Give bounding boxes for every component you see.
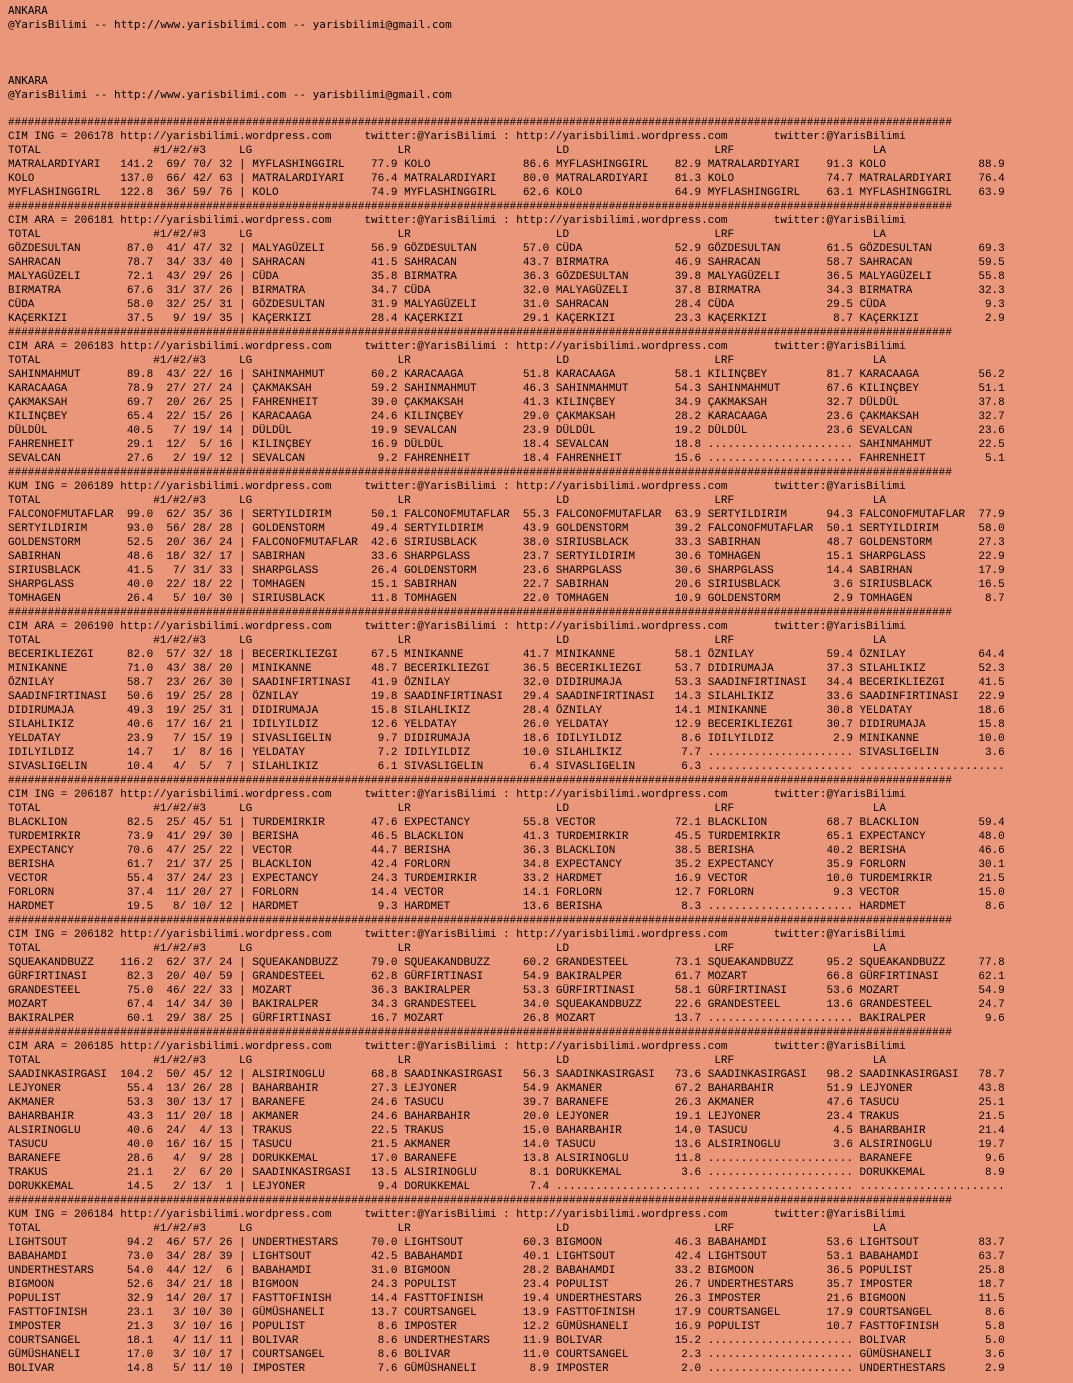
spacer [8, 32, 1065, 74]
table-row: IMPOSTER 21.3 3/ 10/ 16 | POPULIST 8.6 IMPOSTER 12.2 GÜMÜSHANELI 16.9 POPULIST 10.7 FASTTOFINISH 5.8 [8, 1321, 1005, 1333]
table-row: COURTSANGEL 18.1 4/ 11/ 11 | BOLIVAR 8.6 UNDERTHESTARS 11.9 BOLIVAR 15.2 ...................... BOLIVAR 5.0 [8, 1335, 1005, 1347]
race-header: KUM ING = 206184 http://yarisbilimi.wordpress.com twitter:@YarisBilimi : http://yarisbilimi.wordpress.com twitter:@YarisBilimi [8, 1209, 906, 1221]
table-row: DIDIRUMAJA 49.3 19/ 25/ 31 | DIDIRUMAJA 15.8 SILAHLIKIZ 28.4 ÖZNILAY 14.1 MINIKANNE 30.8 YELDATAY 18.6 [8, 705, 1005, 717]
column-header-row: TOTAL #1/#2/#3 LG LR LD LRF LA [8, 145, 886, 157]
separator-line: ############################################################################################################################################### [8, 201, 952, 213]
table-row: KARACAAGA 78.9 27/ 27/ 24 | ÇAKMAKSAH 59.2 SAHINMAHMUT 46.3 SAHINMAHMUT 54.3 SAHINMAHMUT 67.6 KILINÇBEY 51.1 [8, 383, 1005, 395]
race-header: CIM ING = 206182 http://yarisbilimi.wordpress.com twitter:@YarisBilimi : http://yarisbilimi.wordpress.com twitter:@YarisBilimi [8, 929, 906, 941]
separator-line: ############################################################################################################################################### [8, 1027, 952, 1039]
race-header: CIM ARA = 206183 http://yarisbilimi.wordpress.com twitter:@YarisBilimi : http://yarisbilimi.wordpress.com twitter:@YarisBilimi [8, 341, 906, 353]
table-row: DÜLDÜL 40.5 7/ 19/ 14 | DÜLDÜL 19.9 SEVALCAN 23.9 DÜLDÜL 19.2 DÜLDÜL 23.6 SEVALCAN 23.6 [8, 425, 1005, 437]
table-row: BABAHAMDI 73.0 34/ 28/ 39 | LIGHTSOUT 42.5 BABAHAMDI 40.1 LIGHTSOUT 42.4 LIGHTSOUT 53.1 BABAHAMDI 63.7 [8, 1251, 1005, 1263]
race-header: KUM ING = 206189 http://yarisbilimi.wordpress.com twitter:@YarisBilimi : http://yarisbilimi.wordpress.com twitter:@YarisBilimi [8, 481, 906, 493]
race-header: CIM ARA = 206181 http://yarisbilimi.wordpress.com twitter:@YarisBilimi : http://yarisbilimi.wordpress.com twitter:@YarisBilimi [8, 215, 906, 227]
table-row: BIRMATRA 67.6 31/ 37/ 26 | BIRMATRA 34.7 CÜDA 32.0 MALYAGÜZELI 37.8 BIRMATRA 34.3 BIRMATRA 32.3 [8, 285, 1005, 297]
table-row: BARANEFE 28.6 4/ 9/ 28 | DORUKKEMAL 17.0 BARANEFE 13.8 ALSIRINOGLU 11.8 ...................... BARANEFE 9.6 [8, 1153, 1005, 1165]
table-row: SILAHLIKIZ 40.6 17/ 16/ 21 | IDILYILDIZ 12.6 YELDATAY 26.0 YELDATAY 12.9 BECERIKLIEZGI 30.7 DIDIRUMAJA 15.8 [8, 719, 1005, 731]
table-row: SERTYILDIRIM 93.0 56/ 28/ 28 | GOLDENSTORM 49.4 SERTYILDIRIM 43.9 GOLDENSTORM 39.2 FALCONOFMUTAFLAR 50.1 SERTYILDIRIM 58.0 [8, 523, 1005, 535]
column-header-row: TOTAL #1/#2/#3 LG LR LD LRF LA [8, 1223, 886, 1235]
column-header-row: TOTAL #1/#2/#3 LG LR LD LRF LA [8, 229, 886, 241]
table-row: GÜRFIRTINASI 82.3 20/ 40/ 59 | GRANDESTEEL 62.8 GÜRFIRTINASI 54.9 BAKIRALPER 61.7 MOZART 66.8 GÜRFIRTINASI 62.1 [8, 971, 1005, 983]
table-row: TRAKUS 21.1 2/ 6/ 20 | SAADINKASIRGASI 13.5 ALSIRINOGLU 8.1 DORUKKEMAL 3.6 ...................... DORUKKEMAL 8.9 [8, 1167, 1005, 1179]
separator-line: ############################################################################################################################################### [8, 775, 952, 787]
table-row: ALSIRINOGLU 40.6 24/ 4/ 13 | TRAKUS 22.5 TRAKUS 15.0 BAHARBAHIR 14.0 TASUCU 4.5 BAHARBAHIR 21.4 [8, 1125, 1005, 1137]
table-row: BOLIVAR 14.8 5/ 11/ 10 | IMPOSTER 7.6 GÜMÜSHANELI 8.9 IMPOSTER 2.0 ...................... UNDERTHESTARS 2.9 [8, 1363, 1005, 1375]
table-row: IDILYILDIZ 14.7 1/ 8/ 16 | YELDATAY 7.2 IDILYILDIZ 10.0 SILAHLIKIZ 7.7 ...................... SIVASLIGELIN 3.6 [8, 747, 1005, 759]
page-title: ANKARA [8, 4, 48, 17]
table-row: SEVALCAN 27.6 2/ 19/ 12 | SEVALCAN 9.2 FAHRENHEIT 18.4 FAHRENHEIT 15.6 ...................... FAHRENHEIT 5.1 [8, 453, 1005, 465]
table-row: KILINÇBEY 65.4 22/ 15/ 26 | KARACAAGA 24.6 KILINÇBEY 29.0 ÇAKMAKSAH 28.2 KARACAAGA 23.6 ÇAKMAKSAH 32.7 [8, 411, 1005, 423]
table-row: FASTTOFINISH 23.1 3/ 10/ 30 | GÜMÜSHANELI 13.7 COURTSANGEL 13.9 FASTTOFINISH 17.9 COURTSANGEL 17.9 COURTSANGEL 8.6 [8, 1307, 1005, 1319]
table-row: TOMHAGEN 26.4 5/ 10/ 30 | SIRIUSBLACK 11.8 TOMHAGEN 22.0 TOMHAGEN 10.9 GOLDENSTORM 2.9 TOMHAGEN 8.7 [8, 593, 1005, 605]
table-row: BECERIKLIEZGI 82.0 57/ 32/ 18 | BECERIKLIEZGI 67.5 MINIKANNE 41.7 MINIKANNE 58.1 ÖZNILAY 59.4 ÖZNILAY 64.4 [8, 649, 1005, 661]
table-row: MINIKANNE 71.0 43/ 38/ 20 | MINIKANNE 48.7 BECERIKLIEZGI 36.5 BECERIKLIEZGI 53.7 DIDIRUMAJA 37.3 SILAHLIKIZ 52.3 [8, 663, 1005, 675]
table-row: KOLO 137.0 66/ 42/ 63 | MATRALARDIYARI 76.4 MATRALARDIYARI 80.0 MATRALARDIYARI 81.3 KOLO 74.7 MATRALARDIYARI 76.4 [8, 173, 1005, 185]
page-title-repeat: ANKARA [8, 74, 48, 87]
table-row: MOZART 67.4 14/ 34/ 30 | BAKIRALPER 34.3 GRANDESTEEL 34.0 SQUEAKANDBUZZ 22.6 GRANDESTEEL 13.6 GRANDESTEEL 24.7 [8, 999, 1005, 1011]
table-row: BAKIRALPER 60.1 29/ 38/ 25 | GÜRFIRTINASI 16.7 MOZART 26.8 MOZART 13.7 ...................... BAKIRALPER 9.6 [8, 1013, 1005, 1025]
table-row: KAÇERKIZI 37.5 9/ 19/ 35 | KAÇERKIZI 28.4 KAÇERKIZI 29.1 KAÇERKIZI 23.3 KAÇERKIZI 8.7 KAÇERKIZI 2.9 [8, 313, 1005, 325]
table-row: VECTOR 55.4 37/ 24/ 23 | EXPECTANCY 24.3 TURDEMIRKIR 33.2 HARDMET 16.9 VECTOR 10.0 TURDEMIRKIR 21.5 [8, 873, 1005, 885]
table-row: YELDATAY 23.9 7/ 15/ 19 | SIVASLIGELIN 9.7 DIDIRUMAJA 18.6 IDILYILDIZ 8.6 IDILYILDIZ 2.9 MINIKANNE 10.0 [8, 733, 1005, 745]
results-table [8, 130, 1065, 1376]
separator-line: ############################################################################################################################################### [8, 467, 952, 479]
table-row: MATRALARDIYARI 141.2 69/ 70/ 32 | MYFLASHINGGIRL 77.9 KOLO 86.6 MYFLASHINGGIRL 82.9 MATRALARDIYARI 91.3 KOLO 88.9 [8, 159, 1005, 171]
column-header-row: TOTAL #1/#2/#3 LG LR LD LRF LA [8, 495, 886, 507]
table-row: MALYAGÜZELI 72.1 43/ 29/ 26 | CÜDA 35.8 BIRMATRA 36.3 GÖZDESULTAN 39.8 MALYAGÜZELI 36.5 MALYAGÜZELI 55.8 [8, 271, 1005, 283]
table-row: TURDEMIRKIR 73.9 41/ 29/ 30 | BERISHA 46.5 BLACKLION 41.3 TURDEMIRKIR 45.5 TURDEMIRKIR 65.1 EXPECTANCY 48.0 [8, 831, 1005, 843]
column-header-row: TOTAL #1/#2/#3 LG LR LD LRF LA [8, 1055, 886, 1067]
table-row: SAHINMAHMUT 89.8 43/ 22/ 16 | SAHINMAHMUT 60.2 KARACAAGA 51.8 KARACAAGA 58.1 KILINÇBEY 81.7 KARACAAGA 56.2 [8, 369, 1005, 381]
race-header: CIM ING = 206178 http://yarisbilimi.wordpress.com twitter:@YarisBilimi : http://yarisbilimi.wordpress.com twitter:@YarisBilimi [8, 131, 906, 143]
column-header-row: TOTAL #1/#2/#3 LG LR LD LRF LA [8, 635, 886, 647]
table-row: FAHRENHEIT 29.1 12/ 5/ 16 | KILINÇBEY 16.9 DÜLDÜL 18.4 SEVALCAN 18.8 ...................... SAHINMAHMUT 22.5 [8, 439, 1005, 451]
table-row: SHARPGLASS 40.0 22/ 18/ 22 | TOMHAGEN 15.1 SABIRHAN 22.7 SABIRHAN 20.6 SIRIUSBLACK 3.6 SIRIUSBLACK 16.5 [8, 579, 1005, 591]
table-row: EXPECTANCY 70.6 47/ 25/ 22 | VECTOR 44.7 BERISHA 36.3 BLACKLION 38.5 BERISHA 40.2 BERISHA 46.6 [8, 845, 1005, 857]
table-row: GOLDENSTORM 52.5 20/ 36/ 24 | FALCONOFMUTAFLAR 42.6 SIRIUSBLACK 38.0 SIRIUSBLACK 33.3 SABIRHAN 48.7 GOLDENSTORM 27.3 [8, 537, 1005, 549]
column-header-row: TOTAL #1/#2/#3 LG LR LD LRF LA [8, 355, 886, 367]
table-row: SAHRACAN 78.7 34/ 33/ 40 | SAHRACAN 41.5 SAHRACAN 43.7 BIRMATRA 46.9 SAHRACAN 58.7 SAHRACAN 59.5 [8, 257, 1005, 269]
table-row: LIGHTSOUT 94.2 46/ 57/ 26 | UNDERTHESTARS 70.0 LIGHTSOUT 60.3 BIGMOON 46.3 BABAHAMDI 53.6 LIGHTSOUT 83.7 [8, 1237, 1005, 1249]
race-header: CIM ING = 206187 http://yarisbilimi.wordpress.com twitter:@YarisBilimi : http://yarisbilimi.wordpress.com twitter:@YarisBilimi [8, 789, 906, 801]
table-row: ÖZNILAY 58.7 23/ 26/ 30 | SAADINFIRTINASI 41.9 ÖZNILAY 32.0 DIDIRUMAJA 53.3 SAADINFIRTINASI 34.4 BECERIKLIEZGI 41.5 [8, 677, 1005, 689]
contact-line-repeat: @YarisBilimi -- http://www.yarisbilimi.com -- yarisbilimi@gmail.com [8, 88, 452, 101]
table-row: FALCONOFMUTAFLAR 99.0 62/ 35/ 36 | SERTYILDIRIM 50.1 FALCONOFMUTAFLAR 55.3 FALCONOFMUTAFLAR 63.9 SERTYILDIRIM 94.3 FALCONOFMUTAFLAR 77.9 [8, 509, 1005, 521]
table-row: GRANDESTEEL 75.0 46/ 22/ 33 | MOZART 36.3 BAKIRALPER 53.3 GÜRFIRTINASI 58.1 GÜRFIRTINASI 53.6 MOZART 54.9 [8, 985, 1005, 997]
table-row: SABIRHAN 48.6 18/ 32/ 17 | SABIRHAN 33.6 SHARPGLASS 23.7 SERTYILDIRIM 30.6 TOMHAGEN 15.1 SHARPGLASS 22.9 [8, 551, 1005, 563]
table-row: BAHARBAHIR 43.3 11/ 20/ 18 | AKMANER 24.6 BAHARBAHIR 20.0 LEJYONER 19.1 LEJYONER 23.4 TRAKUS 21.5 [8, 1111, 1005, 1123]
table-row: SIRIUSBLACK 41.5 7/ 31/ 33 | SHARPGLASS 26.4 GOLDENSTORM 23.6 SHARPGLASS 30.6 SHARPGLASS 14.4 SABIRHAN 17.9 [8, 565, 1005, 577]
table-row: SIVASLIGELIN 10.4 4/ 5/ 7 | SILAHLIKIZ 6.1 SIVASLIGELIN 6.4 SIVASLIGELIN 6.3 ...................... ...................... [8, 761, 1005, 773]
table-row: POPULIST 32.9 14/ 20/ 17 | FASTTOFINISH 14.4 FASTTOFINISH 19.4 UNDERTHESTARS 26.3 IMPOSTER 21.6 BIGMOON 11.5 [8, 1293, 1005, 1305]
separator-line: ############################################################################################################################################### [8, 117, 952, 129]
table-row: UNDERTHESTARS 54.0 44/ 12/ 6 | BABAHAMDI 31.0 BIGMOON 28.2 BABAHAMDI 33.2 BIGMOON 36.5 POPULIST 25.8 [8, 1265, 1005, 1277]
separator-line: ############################################################################################################################################### [8, 607, 952, 619]
table-row: BLACKLION 82.5 25/ 45/ 51 | TURDEMIRKIR 47.6 EXPECTANCY 55.8 VECTOR 72.1 BLACKLION 68.7 BLACKLION 59.4 [8, 817, 1005, 829]
separator-line: ############################################################################################################################################### [8, 915, 952, 927]
table-row: GÜMÜSHANELI 17.0 3/ 10/ 17 | COURTSANGEL 8.6 BOLIVAR 11.0 COURTSANGEL 2.3 ...................... GÜMÜSHANELI 3.6 [8, 1349, 1005, 1361]
table-row: CÜDA 58.0 32/ 25/ 31 | GÖZDESULTAN 31.9 MALYAGÜZELI 31.0 SAHRACAN 28.4 CÜDA 29.5 CÜDA 9.3 [8, 299, 1005, 311]
column-header-row: TOTAL #1/#2/#3 LG LR LD LRF LA [8, 943, 886, 955]
table-row: GÖZDESULTAN 87.0 41/ 47/ 32 | MALYAGÜZELI 56.9 GÖZDESULTAN 57.0 CÜDA 52.9 GÖZDESULTAN 61.5 GÖZDESULTAN 69.3 [8, 243, 1005, 255]
table-row: SAADINKASIRGASI 104.2 50/ 45/ 12 | ALSIRINOGLU 68.8 SAADINKASIRGASI 56.3 SAADINKASIRGASI 73.6 SAADINKASIRGASI 98.2 SAADINKASIRGASI 78.7 [8, 1069, 1005, 1081]
race-header: CIM ARA = 206185 http://yarisbilimi.wordpress.com twitter:@YarisBilimi : http://yarisbilimi.wordpress.com twitter:@YarisBilimi [8, 1041, 906, 1053]
table-row: BERISHA 61.7 21/ 37/ 25 | BLACKLION 42.4 FORLORN 34.8 EXPECTANCY 35.2 EXPECTANCY 35.9 FORLORN 30.1 [8, 859, 1005, 871]
table-row: SQUEAKANDBUZZ 116.2 62/ 37/ 24 | SQUEAKANDBUZZ 79.0 SQUEAKANDBUZZ 60.2 GRANDESTEEL 73.1 SQUEAKANDBUZZ 95.2 SQUEAKANDBUZZ 77.8 [8, 957, 1005, 969]
table-row: BIGMOON 52.6 34/ 21/ 18 | BIGMOON 24.3 POPULIST 23.4 POPULIST 26.7 UNDERTHESTARS 35.7 IMPOSTER 18.7 [8, 1279, 1005, 1291]
table-row: TASUCU 40.0 16/ 16/ 15 | TASUCU 21.5 AKMANER 14.0 TASUCU 13.6 ALSIRINOGLU 3.6 ALSIRINOGLU 19.7 [8, 1139, 1005, 1151]
table-row: FORLORN 37.4 11/ 20/ 27 | FORLORN 14.4 VECTOR 14.1 FORLORN 12.7 FORLORN 9.3 VECTOR 15.0 [8, 887, 1005, 899]
table-row: AKMANER 53.3 30/ 13/ 17 | BARANEFE 24.6 TASUCU 39.7 BARANEFE 26.3 AKMANER 47.6 TASUCU 25.1 [8, 1097, 1005, 1109]
table-row: LEJYONER 55.4 13/ 26/ 28 | BAHARBAHIR 27.3 LEJYONER 54.9 AKMANER 67.2 BAHARBAHIR 51.9 LEJYONER 43.8 [8, 1083, 1005, 1095]
table-row: ÇAKMAKSAH 69.7 20/ 26/ 25 | FAHRENHEIT 39.0 ÇAKMAKSAH 41.3 KILINÇBEY 34.9 ÇAKMAKSAH 32.7 DÜLDÜL 37.8 [8, 397, 1005, 409]
table-row: SAADINFIRTINASI 50.6 19/ 25/ 28 | ÖZNILAY 19.8 SAADINFIRTINASI 29.4 SAADINFIRTINASI 14.3 SILAHLIKIZ 33.6 SAADINFIRTINASI 22.9 [8, 691, 1005, 703]
column-header-row: TOTAL #1/#2/#3 LG LR LD LRF LA [8, 803, 886, 815]
table-row: DORUKKEMAL 14.5 2/ 13/ 1 | LEJYONER 9.4 DORUKKEMAL 7.4 ...................... ...................... ...................... [8, 1181, 1005, 1193]
spacer [8, 102, 1065, 116]
table-row: MYFLASHINGGIRL 122.8 36/ 59/ 76 | KOLO 74.9 MYFLASHINGGIRL 62.6 KOLO 64.9 MYFLASHINGGIRL 63.1 MYFLASHINGGIRL 63.9 [8, 187, 1005, 199]
separator-line: ############################################################################################################################################### [8, 327, 952, 339]
table-row: HARDMET 19.5 8/ 10/ 12 | HARDMET 9.3 HARDMET 13.6 BERISHA 8.3 ...................... HARDMET 8.6 [8, 901, 1005, 913]
separator-line: ############################################################################################################################################### [8, 1195, 952, 1207]
race-header: CIM ARA = 206190 http://yarisbilimi.wordpress.com twitter:@YarisBilimi : http://yarisbilimi.wordpress.com twitter:@YarisBilimi [8, 621, 906, 633]
contact-line: @YarisBilimi -- http://www.yarisbilimi.com -- yarisbilimi@gmail.com [8, 18, 452, 31]
